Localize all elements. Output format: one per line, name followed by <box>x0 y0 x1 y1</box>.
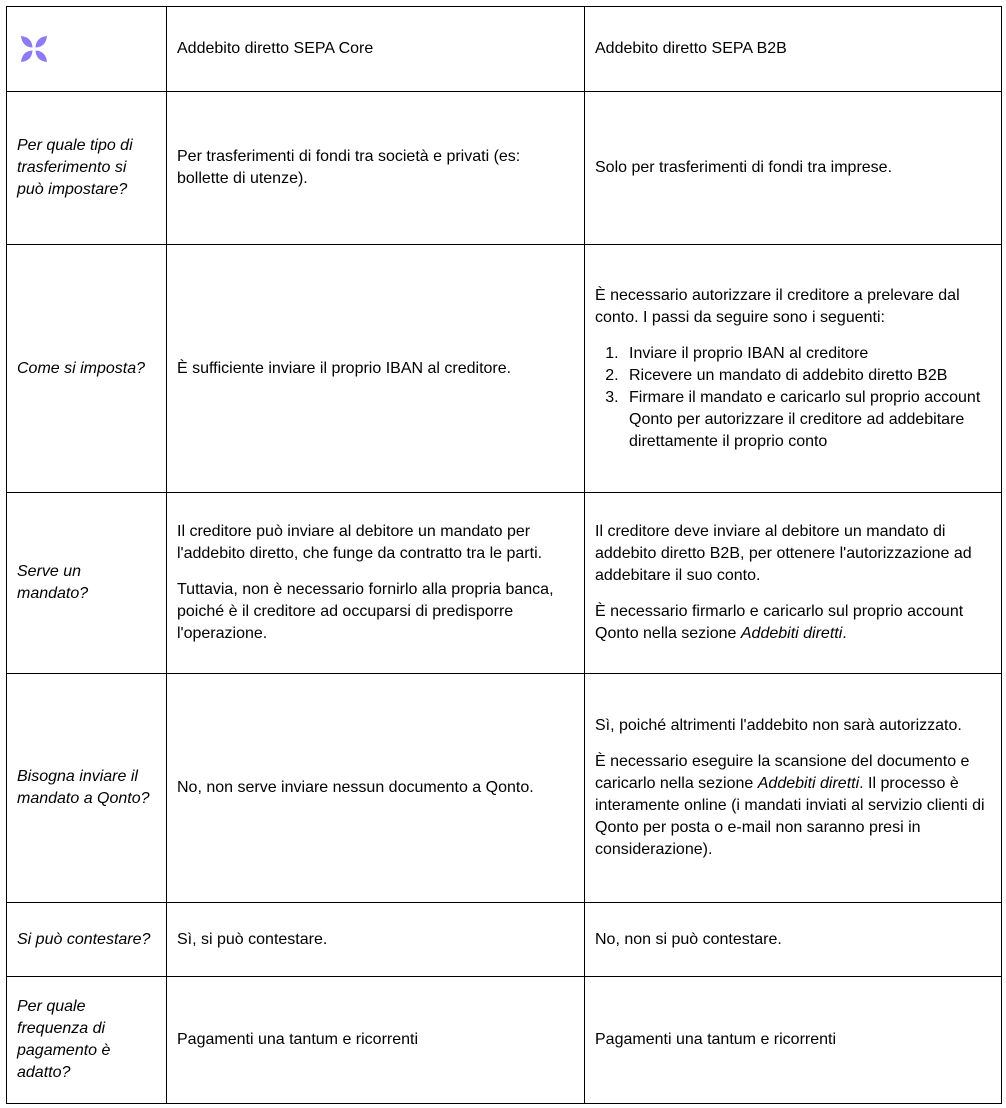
b2b-answer <box>585 674 1002 903</box>
row-question: Si può contestare? <box>7 903 167 977</box>
list-item: 2. Ricevere un mandato di addebito diretto B2B <box>623 365 991 387</box>
text-segment: È necessario firmarlo e caricarlo sul proprio account Qonto nella sezione <box>595 603 964 642</box>
section-name-emphasis: Addebiti diretti <box>757 775 860 792</box>
text-segment: . <box>842 625 847 642</box>
row-question: Bisogna inviare il mandato a Qonto? <box>7 674 167 903</box>
table-row <box>7 92 1002 245</box>
table-row <box>7 493 1002 674</box>
b2b-intro: È necessario autorizzare il creditore a prelevare dal conto. I passi da seguire sono i seguenti: <box>595 286 960 326</box>
qonto-x-icon <box>17 32 51 66</box>
table-row <box>7 245 1002 493</box>
table-row <box>7 977 1002 1104</box>
row-question: Per quale frequenza di pagamento è adatto? <box>7 977 167 1104</box>
row-question: Per quale tipo di trasferimento si può impostare? <box>7 92 167 245</box>
text-segment: . Il processo è interamente online (i mandati inviati al servizio clienti di Qonto per posta o e-mail non saranno presi in considerazione). <box>595 775 985 858</box>
b2b-steps-list <box>595 343 991 453</box>
core-paragraph: Il creditore può inviare al debitore un mandato per l'addebito diretto, che funge da contratto tra le parti. <box>177 523 543 562</box>
b2b-answer: Pagamenti una tantum e ricorrenti <box>585 977 1002 1104</box>
b2b-answer <box>585 245 1002 493</box>
core-answer: Sì, si può contestare. <box>167 903 585 977</box>
core-answer: No, non serve inviare nessun documento a Qonto. <box>167 674 585 903</box>
text-segment: È necessario eseguire la scansione del documento e caricarlo nella sezione <box>595 753 970 792</box>
logo-cell <box>7 7 167 92</box>
list-item: 1. Inviare il proprio IBAN al creditore <box>623 343 991 365</box>
b2b-paragraph: Il creditore deve inviare al debitore un mandato di addebito diretto B2B, per ottenere l'autorizzazione ad addebitare il suo conto. <box>595 523 972 584</box>
b2b-answer <box>585 493 1002 674</box>
table-row <box>7 674 1002 903</box>
row-question: Come si imposta? <box>7 245 167 493</box>
b2b-paragraph <box>595 751 991 861</box>
section-name-emphasis: Addebiti diretti <box>740 625 843 642</box>
core-paragraph: Tuttavia, non è necessario fornirlo alla propria banca, poiché è il creditore ad occuparsi di predisporre l'operazione. <box>177 581 554 642</box>
comparison-table <box>6 6 1002 1104</box>
row-question: Serve un mandato? <box>7 493 167 674</box>
core-answer: Pagamenti una tantum e ricorrenti <box>167 977 585 1104</box>
core-answer: È sufficiente inviare il proprio IBAN al creditore. <box>167 245 585 493</box>
b2b-paragraph <box>595 601 991 645</box>
core-answer: Per trasferimenti di fondi tra società e privati (es: bollette di utenze). <box>167 92 585 245</box>
column-header-sepa-core: Addebito diretto SEPA Core <box>167 7 585 92</box>
core-answer <box>167 493 585 674</box>
table-row <box>7 903 1002 977</box>
header-row <box>7 7 1002 92</box>
b2b-answer: No, non si può contestare. <box>585 903 1002 977</box>
b2b-paragraph: Sì, poiché altrimenti l'addebito non sarà autorizzato. <box>595 717 962 734</box>
b2b-answer: Solo per trasferimenti di fondi tra imprese. <box>585 92 1002 245</box>
list-item: 3. Firmare il mandato e caricarlo sul proprio account Qonto per autorizzare il creditore ad addebitare direttamente il proprio conto <box>623 387 991 453</box>
column-header-sepa-b2b: Addebito diretto SEPA B2B <box>585 7 1002 92</box>
